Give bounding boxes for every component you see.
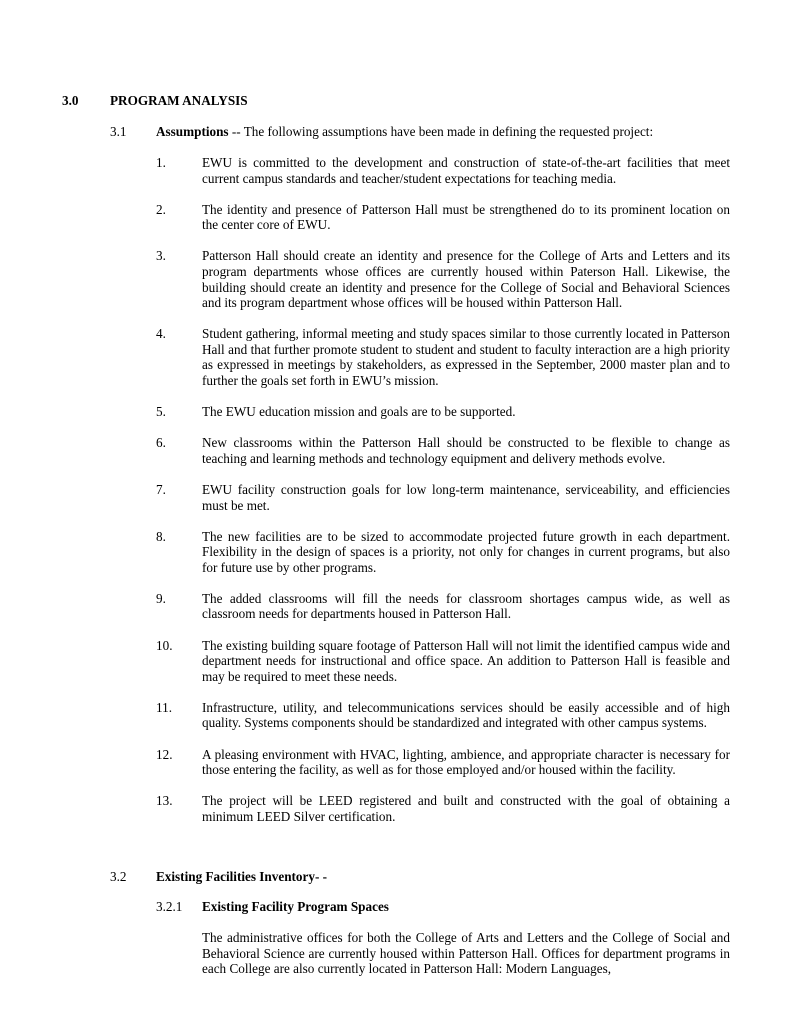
list-item: [156, 591, 730, 622]
item-text: The EWU education mission and goals are to be supported.: [202, 404, 516, 420]
subsection-title: Existing Facilities Inventory- -: [156, 869, 328, 884]
list-item: [156, 747, 730, 778]
item-number: 8.: [156, 528, 166, 544]
list-item: [156, 529, 730, 576]
list-item: [156, 404, 730, 420]
item-number: 7.: [156, 481, 166, 497]
item-number: 5.: [156, 404, 166, 420]
list-item: [156, 700, 730, 731]
item-number: 3.: [156, 248, 166, 264]
item-number: 6.: [156, 435, 166, 451]
item-text: EWU is committed to the development and construction of state-of-the-art facilities that meet current campus standards and teacher/student expectations for teaching media.: [202, 155, 730, 186]
list-item: [156, 482, 730, 513]
section-number: 3.0: [62, 93, 79, 108]
item-number: 1.: [156, 155, 166, 170]
item-number: 9.: [156, 590, 166, 606]
list-item: [156, 202, 730, 233]
body-paragraph: The administrative offices for both the College of Arts and Letters and the College of Social and Behavioral Science are currently housed within Patterson Hall. Offices for department programs in each College are also currently located in Patterson Hall: Modern Languages,: [202, 930, 730, 977]
item-text: Patterson Hall should create an identity and presence for the College of Arts and Letters and its program departments whose offices are currently housed within Paterson Hall. Likewise, the building should create an identity and presence for the College of Social and Behavioral Sciences and its program department whose offices will be housed within Patterson Hall.: [202, 248, 730, 311]
list-item: [156, 638, 730, 685]
item-text: The project will be LEED registered and built and constructed with the goal of obtaining a minimum LEED Silver certification.: [202, 793, 730, 824]
section-title: PROGRAM ANALYSIS: [110, 93, 248, 108]
item-text: New classrooms within the Patterson Hall should be constructed to be flexible to change as teaching and learning methods and technology equipment and delivery methods evolve.: [202, 435, 730, 466]
item-number: 2.: [156, 201, 166, 217]
list-item: [156, 435, 730, 466]
subsection-title: Assumptions: [156, 124, 229, 139]
item-number: 4.: [156, 326, 166, 342]
subsection-intro: -- The following assumptions have been made in defining the requested project:: [228, 124, 654, 139]
item-text: EWU facility construction goals for low long-term maintenance, serviceability, and efficiencies must be met.: [202, 481, 730, 513]
item-text: The added classrooms will fill the needs for classroom shortages campus wide, as well as classroom needs for departments housed in Patterson Hall.: [202, 590, 730, 622]
item-text: The existing building square footage of Patterson Hall will not limit the identified campus wide and department needs for instructional and office space. An addition to Patterson Hall is feasible and may be required to meet these needs.: [202, 637, 730, 684]
subsection-number: 3.2: [110, 869, 127, 884]
item-text: The new facilities are to be sized to accommodate projected future growth in each department. Flexibility in the design of spaces is a priority, not only for changes in current programs, but also for future use by other programs.: [202, 528, 730, 575]
item-text: Infrastructure, utility, and telecommunications services should be easily accessible and of high quality. Systems components should be standardized and integrated with other campus systems.: [202, 699, 730, 731]
item-number: 12.: [156, 746, 173, 762]
subsection-number: 3.1: [110, 124, 127, 139]
assumptions-list: [156, 155, 730, 840]
list-item: [156, 793, 730, 824]
item-text: A pleasing environment with HVAC, lighting, ambience, and appropriate character is necessary for those entering the facility, as well as for those employed and/or housed within the facility.: [202, 746, 730, 778]
list-item: [156, 155, 730, 186]
subsection-number: 3.2.1: [156, 899, 183, 914]
list-item: [156, 248, 730, 310]
item-number: 10.: [156, 637, 173, 653]
item-text: Student gathering, informal meeting and study spaces similar to those currently located in Patterson Hall and that further promote student to student and student to faculty interaction are a high priority as expressed in meetings by stakeholders, as expressed in the September, 2000 master plan and to further the goals set forth in EWU’s mission.: [202, 326, 730, 389]
subsection-title: Existing Facility Program Spaces: [202, 899, 389, 914]
item-number: 11.: [156, 699, 172, 715]
item-text: The identity and presence of Patterson Hall must be strengthened do to its prominent location on the center core of EWU.: [202, 201, 730, 233]
list-item: [156, 326, 730, 388]
item-number: 13.: [156, 793, 173, 809]
